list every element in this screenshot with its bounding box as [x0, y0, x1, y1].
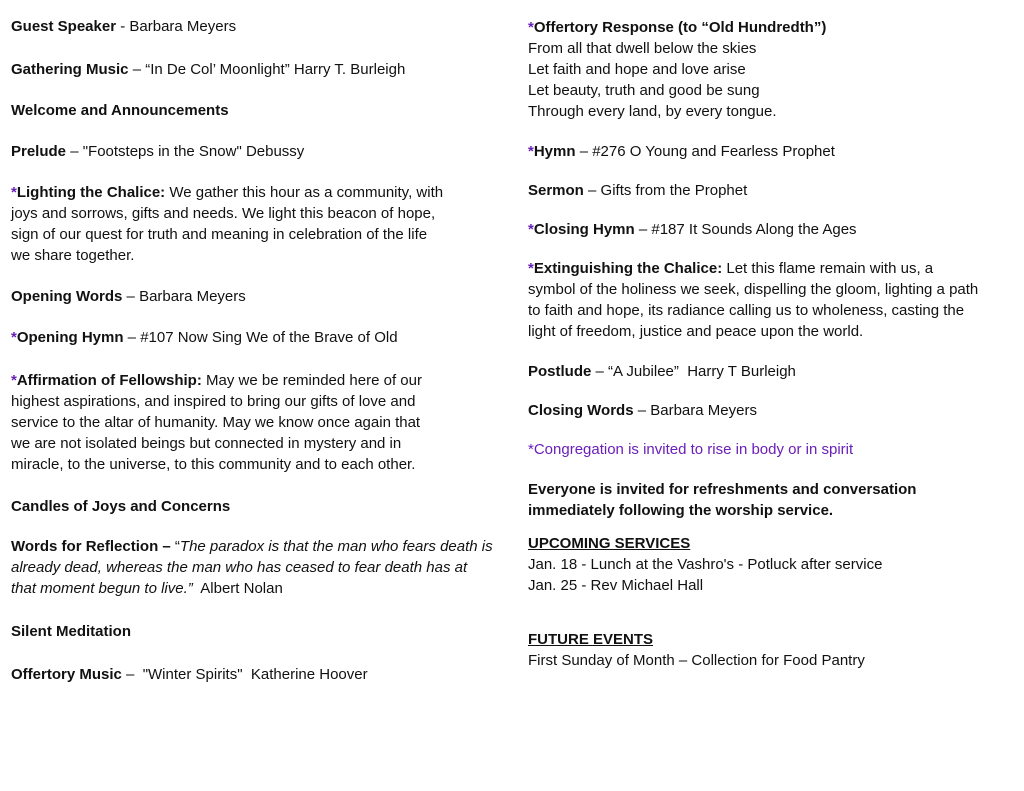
reflection-quote-line-1: The paradox is that the man who fears death is [179, 538, 493, 555]
opening-hymn [11, 327, 516, 348]
rise-marker: * [528, 143, 534, 160]
sermon [528, 180, 1008, 201]
reflection-quote-line-2: already dead, whereas the man who has ceased to fear death has at [11, 559, 468, 576]
offertory-response-line-3: Let beauty, truth and good be sung [528, 82, 760, 99]
sermon-text: – Gifts from the Prophet [583, 182, 748, 199]
rise-marker: * [528, 221, 534, 238]
lighting-chalice-line-4: we share together. [11, 247, 135, 264]
lighting-chalice-line-2: joys and sorrows, gifts and needs. We light this beacon of hope, [11, 205, 436, 222]
extinguishing-line-2: symbol of the holiness we seek, dispelling the gloom, lighting a path [528, 281, 979, 298]
closing-hymn [528, 219, 1008, 240]
guest-speaker-label: Guest Speaker [11, 18, 117, 35]
offertory-response-line-2: Let faith and hope and love arise [528, 61, 746, 78]
gathering-music-text: – “In De Col’ Moonlight” Harry T. Burleigh [128, 61, 406, 78]
gathering-music [11, 59, 516, 80]
offertory-music-label: Offertory Music [11, 666, 122, 683]
hymn [528, 141, 1008, 162]
prelude-text: – "Footsteps in the Snow" Debussy [66, 143, 305, 160]
extinguishing-line-4: light of freedom, justice and peace upon the world. [528, 323, 864, 340]
welcome-announcements [11, 100, 516, 121]
upcoming-service-item: Jan. 25 - Rev Michael Hall [528, 577, 704, 594]
postlude-text: – “A Jubilee” Harry T Burleigh [591, 363, 796, 380]
upcoming-services-heading: UPCOMING SERVICES [528, 535, 691, 552]
offertory-music [11, 664, 516, 685]
closing-words [528, 400, 1008, 421]
lighting-chalice-label: Lighting the Chalice: [16, 184, 166, 201]
postlude-label: Postlude [528, 363, 592, 380]
reflection-quote-line-3: that moment begun to live.” [11, 580, 193, 597]
future-events [528, 629, 1008, 671]
extinguishing-chalice [528, 258, 1008, 342]
affirmation-line-5: miracle, to the universe, to this community and to each other. [11, 456, 416, 473]
affirmation-label: Affirmation of Fellowship: [16, 372, 202, 389]
upcoming-services [528, 533, 1008, 596]
prelude-label: Prelude [11, 143, 67, 160]
candles-label: Candles of Joys and Concerns [11, 498, 231, 515]
affirmation-line-2: highest aspirations, and inspired to bring our gifts of love and [11, 393, 416, 410]
reflection-label: Words for Reflection – [11, 538, 171, 555]
closing-hymn-text: – #187 It Sounds Along the Ages [634, 221, 857, 238]
rise-marker: * [528, 19, 534, 36]
offertory-response-line-4: Through every land, by every tongue. [528, 103, 777, 120]
offertory-response [528, 17, 1008, 122]
rise-marker: * [528, 260, 534, 277]
lighting-chalice [11, 182, 516, 266]
opening-words-text: – Barbara Meyers [122, 288, 246, 305]
reflection-author: Albert Nolan [192, 580, 283, 597]
closing-hymn-label: Closing Hymn [533, 221, 635, 238]
silent-meditation-label: Silent Meditation [11, 623, 131, 640]
rise-marker: * [11, 372, 17, 389]
affirmation-line-4: we are not isolated beings but connected in mystery and in [11, 435, 402, 452]
opening-hymn-label: Opening Hymn [16, 329, 124, 346]
rise-marker: * [11, 184, 17, 201]
prelude [11, 141, 516, 162]
opening-hymn-text: – #107 Now Sing We of the Brave of Old [123, 329, 398, 346]
upcoming-service-item: Jan. 18 - Lunch at the Vashro's - Potluck after service [528, 556, 883, 573]
closing-words-text: – Barbara Meyers [633, 402, 757, 419]
extinguishing-label: Extinguishing the Chalice: [533, 260, 723, 277]
offertory-response-label: Offertory Response (to “Old Hundredth”) [533, 19, 827, 36]
rise-marker: * [11, 329, 17, 346]
welcome-label: Welcome and Announcements [11, 102, 229, 119]
gathering-music-label: Gathering Music [11, 61, 129, 78]
affirmation-of-fellowship [11, 370, 516, 475]
refreshments-line-1: Everyone is invited for refreshments and conversation [528, 481, 917, 498]
opening-words [11, 286, 516, 307]
refreshments-invitation [528, 479, 1008, 521]
words-for-reflection [11, 536, 516, 599]
extinguishing-line-1: Let this flame remain with us, a [722, 260, 934, 277]
lighting-chalice-line-1: We gather this hour as a community, with [165, 184, 444, 201]
closing-words-label: Closing Words [528, 402, 634, 419]
future-event-item: First Sunday of Month – Collection for Food Pantry [528, 652, 865, 669]
guest-speaker-text: - Barbara Meyers [116, 18, 237, 35]
future-events-heading: FUTURE EVENTS [528, 631, 654, 648]
extinguishing-line-3: to faith and hope, its radiance calling us to wholeness, casting the [528, 302, 965, 319]
guest-speaker [11, 16, 516, 37]
candles-joys-concerns [11, 496, 516, 517]
affirmation-line-1: May we be reminded here of our [201, 372, 422, 389]
offertory-music-text: – "Winter Spirits" Katherine Hoover [121, 666, 368, 683]
reflection-open-quote: “ [170, 538, 180, 555]
hymn-label: Hymn [533, 143, 576, 160]
hymn-text: – #276 O Young and Fearless Prophet [575, 143, 835, 160]
refreshments-line-2: immediately following the worship service. [528, 502, 834, 519]
sermon-label: Sermon [528, 182, 584, 199]
opening-words-label: Opening Words [11, 288, 123, 305]
affirmation-line-3: service to the altar of humanity. May we know once again that [11, 414, 421, 431]
offertory-response-line-1: From all that dwell below the skies [528, 40, 757, 57]
silent-meditation [11, 621, 516, 642]
lighting-chalice-line-3: sign of our quest for truth and meaning in celebration of the life [11, 226, 428, 243]
postlude [528, 361, 1008, 382]
congregation-note: *Congregation is invited to rise in body or in spirit [528, 441, 854, 458]
